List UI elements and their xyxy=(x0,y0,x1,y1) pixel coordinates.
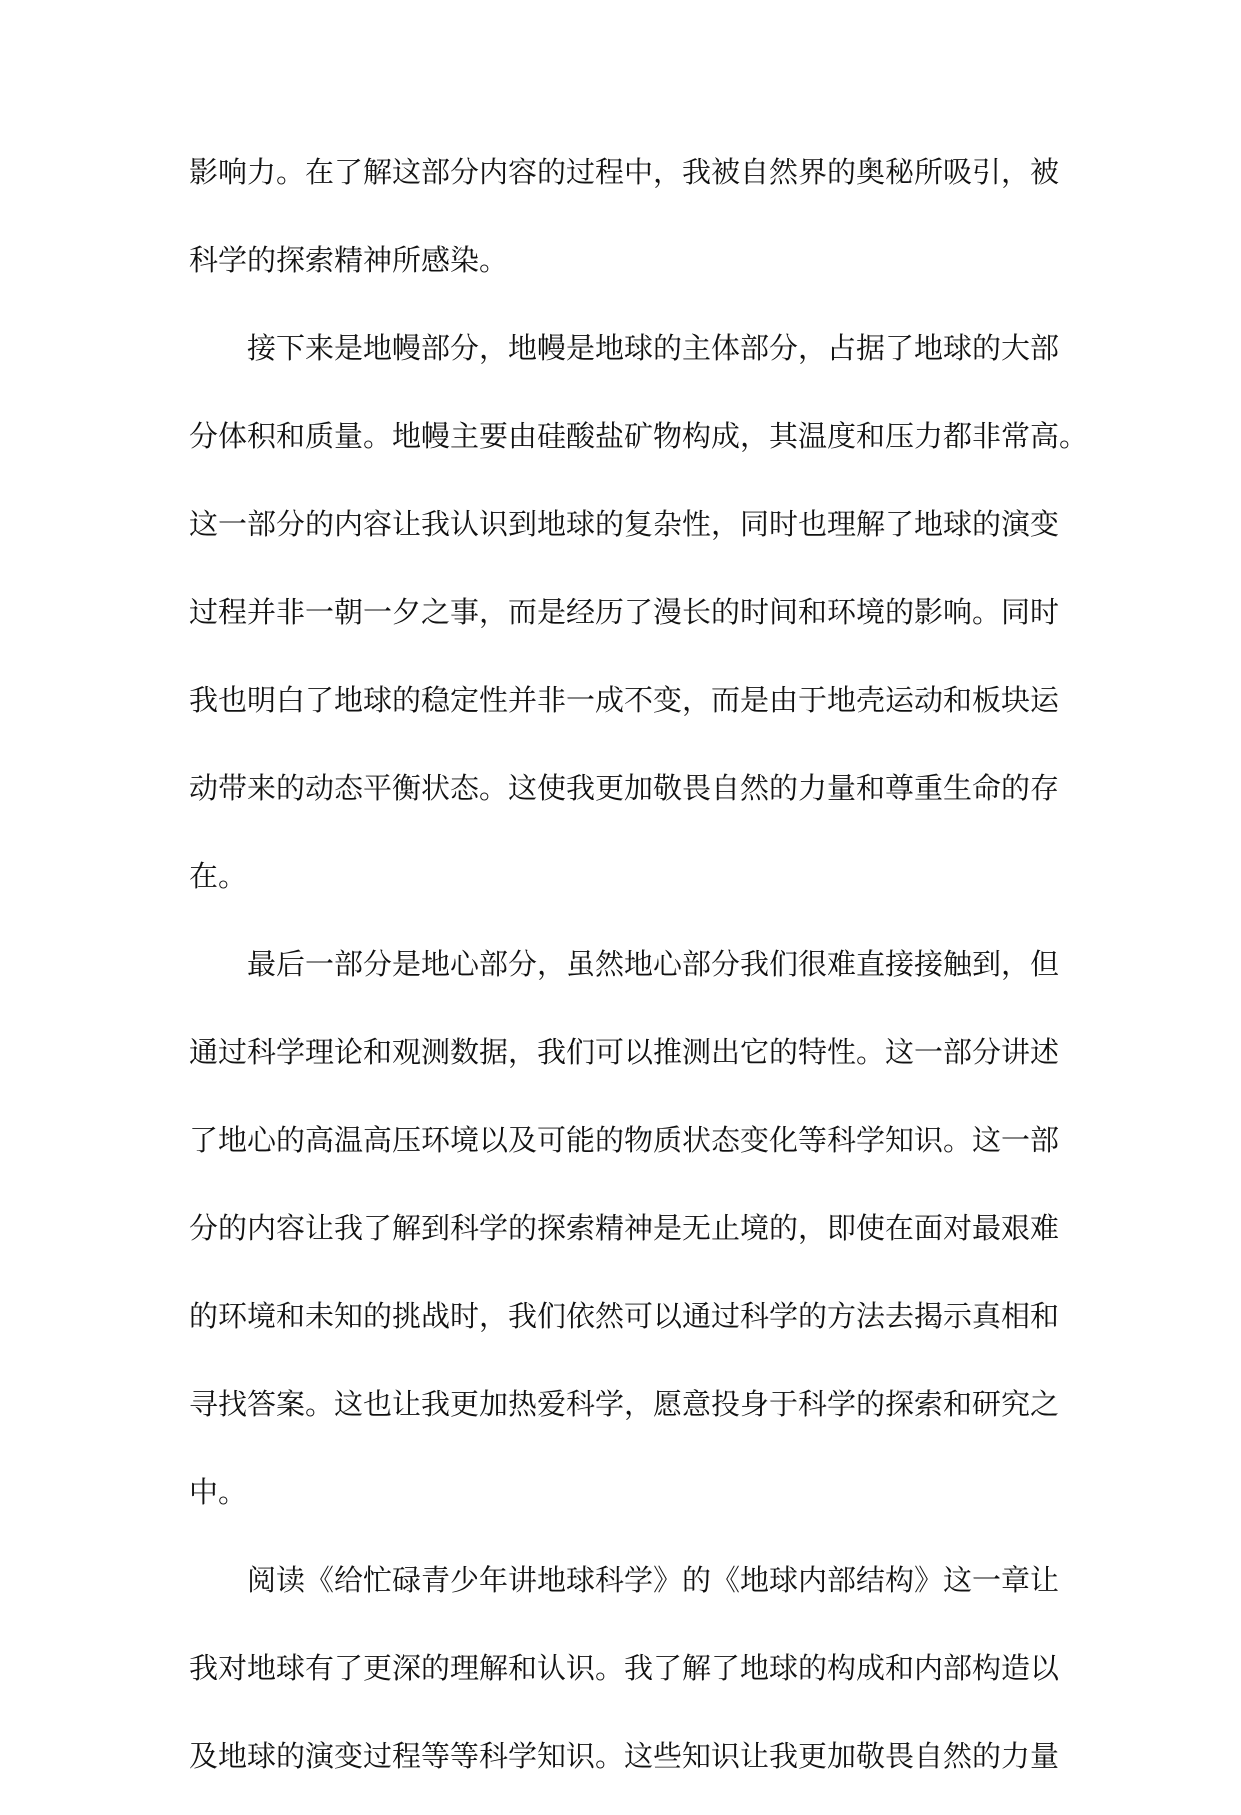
text-line: 了地心的高温高压环境以及可能的物质状态变化等科学知识。这一部 xyxy=(189,1123,1060,1157)
text-line: 通过科学理论和观测数据，我们可以推测出它的特性。这一部分讲述 xyxy=(189,1035,1060,1069)
text-line: 分的内容让我了解到科学的探索精神是无止境的，即使在面对最艰难 xyxy=(189,1211,1060,1245)
text-line: 过程并非一朝一夕之事，而是经历了漫长的时间和环境的影响。同时 xyxy=(189,595,1060,629)
text-line: 影响力。在了解这部分内容的过程中，我被自然界的奥秘所吸引，被 xyxy=(189,155,1060,189)
text-line: 动带来的动态平衡状态。这使我更加敬畏自然的力量和尊重生命的存 xyxy=(189,771,1060,805)
text-line: 及地球的演变过程等等科学知识。这些知识让我更加敬畏自然的力量 xyxy=(189,1739,1060,1773)
text-line: 接下来是地幔部分，地幔是地球的主体部分，占据了地球的大部 xyxy=(247,331,1060,365)
text-line: 我对地球有了更深的理解和认识。我了解了地球的构成和内部构造以 xyxy=(189,1651,1060,1685)
body-text xyxy=(189,143,1089,1815)
text-line: 寻找答案。这也让我更加热爱科学，愿意投身于科学的探索和研究之 xyxy=(189,1387,1060,1421)
text-line: 的环境和未知的挑战时，我们依然可以通过科学的方法去揭示真相和 xyxy=(189,1299,1060,1333)
text-line: 科学的探索精神所感染。 xyxy=(189,243,509,277)
text-line: 中。 xyxy=(189,1475,248,1509)
text-line: 最后一部分是地心部分，虽然地心部分我们很难直接接触到，但 xyxy=(247,947,1060,981)
text-line: 分体积和质量。地幔主要由硅酸盐矿物构成，其温度和压力都非常高。 xyxy=(189,419,1089,453)
text-line: 这一部分的内容让我认识到地球的复杂性，同时也理解了地球的演变 xyxy=(189,507,1060,541)
text-line: 在。 xyxy=(189,859,248,893)
text-line: 我也明白了地球的稳定性并非一成不变，而是由于地壳运动和板块运 xyxy=(189,683,1060,717)
text-line: 阅读《给忙碌青少年讲地球科学》的《地球内部结构》这一章让 xyxy=(247,1563,1060,1597)
